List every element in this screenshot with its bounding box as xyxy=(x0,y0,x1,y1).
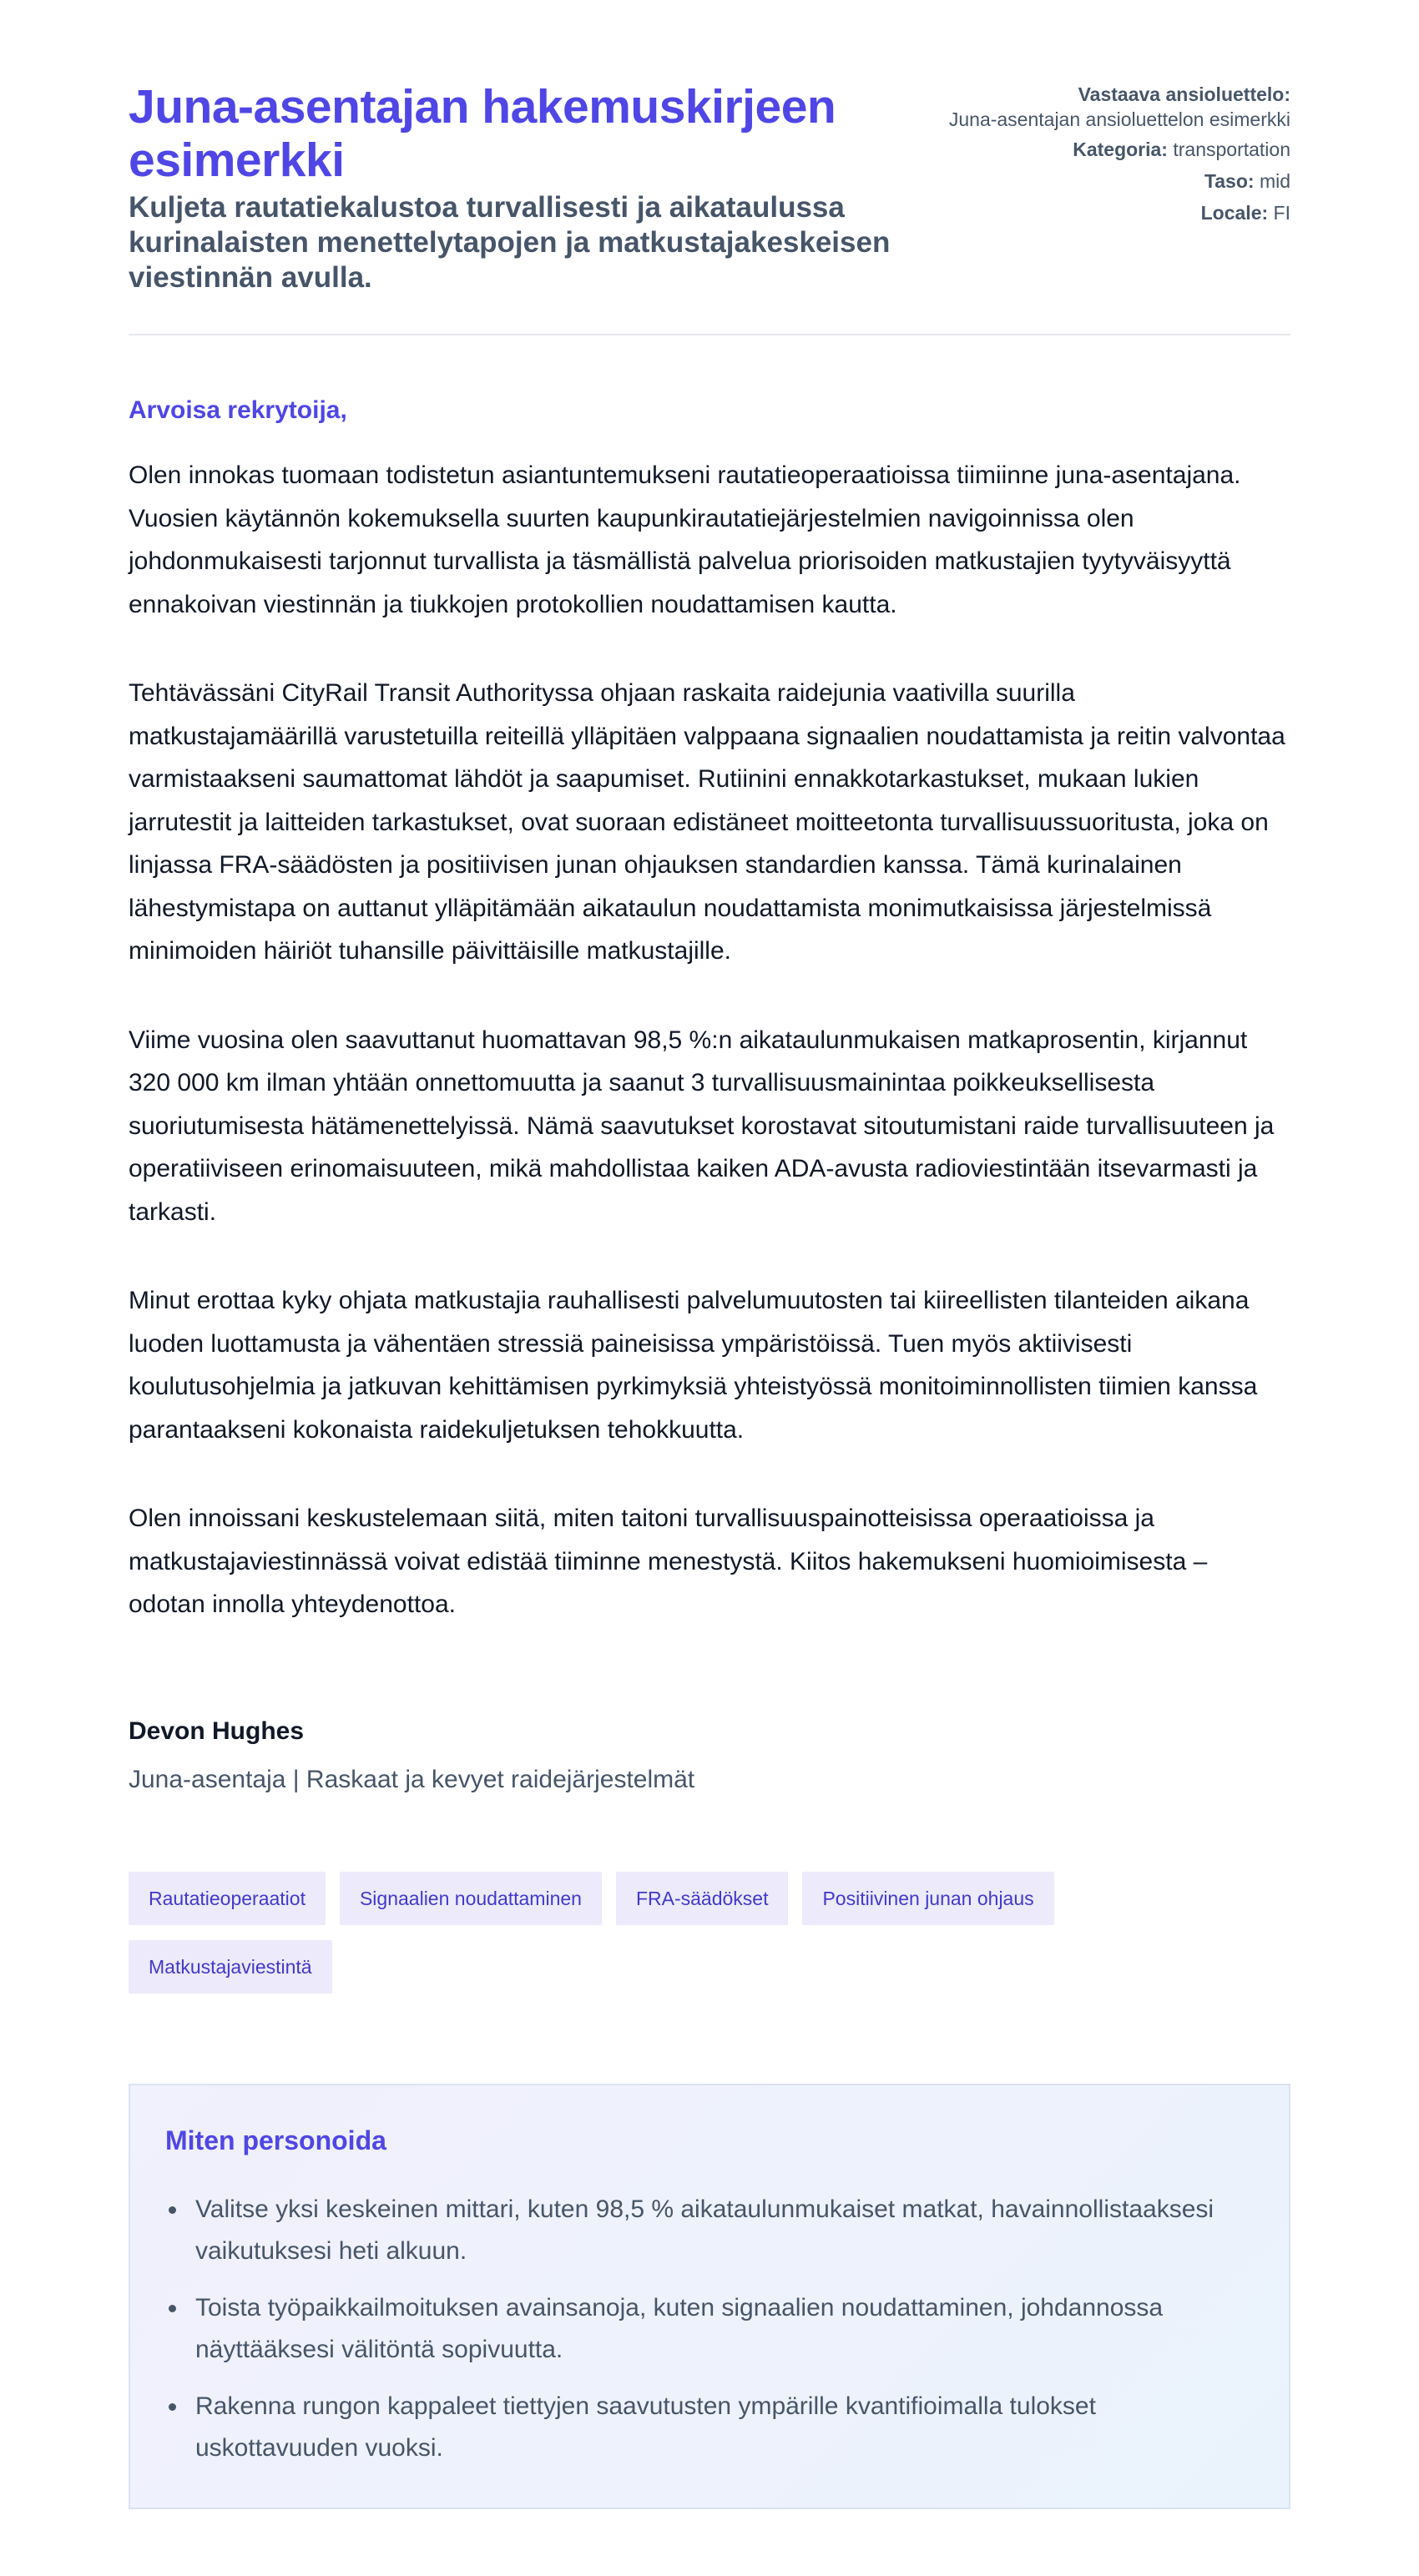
meta-category-label: Kategoria: xyxy=(1073,139,1168,160)
page-title: Juna-asentajan hakemuskirjeen esimerkki xyxy=(129,80,836,187)
paragraph-experience: Tehtävässäni CityRail Transit Authorityssa ohjaan raskaita raidejunia vaativilla suurilla matkustajamäärillä varustetuilla reiteillä ylläpitäen valppaana signaalien noudattamista ja reitin valvontaa varmistaakseni saumattomat lähdöt ja saapumiset. Rutiinini ennakkotarkastukset, mukaan lukien jarrutestit ja laitteiden tarkastukset, ovat suoraan edistäneet moitteetonta turvallisuussuoritusta, joka on linjassa FRA-säädösten ja positiivisen junan ohjauksen standardien kanssa. Tämä kurinalainen lähestymistapa on auttanut ylläpitämään aikataulun noudattamista monimutkaisissa järjestelmissä minimoiden häiriöt tuhansille päivittäisille matkustajille. xyxy=(129,679,1285,965)
page-subtitle: Kuljeta rautatiekalustoa turvallisesti ja aikataulussa kurinalaisten menettelytapojen ja matkustajakeskeisen viestinnän avulla. xyxy=(129,191,891,294)
bullet-icon xyxy=(169,2206,176,2214)
bullet-icon xyxy=(169,2305,176,2312)
tips-item-text: Rakenna rungon kappaleet tiettyjen saavutusten ympärille kvantifioimalla tulokset uskottavuuden vuoksi. xyxy=(195,2392,1096,2462)
tips-list xyxy=(165,2189,1254,2469)
meta-category-value: transportation xyxy=(1173,139,1290,160)
paragraph-achievements: Viime vuosina olen saavuttanut huomattavan 98,5 %:n aikataulunmukaisen matkaprosentin, kirjannut 320 000 km ilman yhtään onnettomuutta ja saanut 3 turvallisuusmainintaa poikkeuksellisesta suoriutumisesta hätämenettelyissä. Nämä saavutukset korostavat sitoutumistani raide turvallisuuteen ja operatiiviseen erinomaisuuteen, mikä mahdollistaa kaiken ADA-avusta radioviestintään itsevarmasti ja tarkasti. xyxy=(129,1026,1275,1226)
letter-body xyxy=(129,394,1290,1626)
tips-item-text: Toista työpaikkailmoituksen avainsanoja, kuten signaalien noudattaminen, johdannossa näyttääksesi välitöntä sopivuutta. xyxy=(195,2293,1164,2363)
letter-paragraphs xyxy=(129,454,1290,1626)
meta-panel xyxy=(942,80,1290,232)
page-header xyxy=(129,80,1290,335)
meta-resume-label: Vastaava ansioluettelo: xyxy=(1078,83,1290,105)
signature-name: Devon Hughes xyxy=(129,1716,305,1745)
personalization-tips-box xyxy=(129,2084,1290,2509)
paragraph-closing: Olen innoissani keskustelemaan siitä, miten taitoni turvallisuuspainotteisissa operaatioissa ja matkustajaviestinnässä voivat edistää tiiminne menestystä. Kiitos hakemukseni huomioimisesta – odotan innolla yhteydenottoa. xyxy=(129,1505,1208,1618)
tips-list-item xyxy=(165,2386,1254,2469)
signature-title: Juna-asentaja | Raskaat ja kevyet raidejärjestelmät xyxy=(129,1765,695,1793)
skill-tags xyxy=(129,1872,1214,1994)
salutation: Arvoisa rekrytoija, xyxy=(129,396,347,424)
meta-related-resume xyxy=(942,82,1290,132)
meta-resume-value: Juna-asentajan ansioluettelon esimerkki xyxy=(948,108,1290,130)
meta-category xyxy=(942,137,1290,162)
skill-tag: Positiivinen junan ohjaus xyxy=(802,1872,1053,1925)
bullet-icon xyxy=(169,2403,176,2411)
skill-tag: FRA-säädökset xyxy=(616,1872,789,1925)
meta-level-value: mid xyxy=(1259,170,1290,192)
meta-locale xyxy=(942,200,1290,225)
tips-item-text: Valitse yksi keskeinen mittari, kuten 98,5 % aikataulunmukaiset matkat, havainnollistaaksesi vaikutuksesi heti alkuun. xyxy=(195,2195,1214,2265)
header-title-block xyxy=(129,80,942,295)
skill-tag: Rautatieoperaatiot xyxy=(129,1872,326,1925)
paragraph-intro: Olen innokas tuomaan todistetun asiantuntemukseni rautatieoperaatioissa tiimiinne juna-asentajana. Vuosien käytännön kokemuksella suurten kaupunkirautatiejärjestelmien navigoinnissa olen johdonmukaisesti tarjonnut turvallista ja täsmällistä palvelua priorisoiden matkustajien tyytyväisyyttä ennakoivan viestinnän ja tiukkojen protokollien noudattamisen kautta. xyxy=(129,461,1241,618)
skill-tag: Matkustajaviestintä xyxy=(129,1940,332,1994)
tips-list-item xyxy=(165,2189,1254,2272)
meta-locale-value: FI xyxy=(1273,202,1290,224)
tips-list-item xyxy=(165,2287,1254,2371)
meta-level-label: Taso: xyxy=(1204,170,1255,192)
meta-locale-label: Locale: xyxy=(1200,202,1269,224)
paragraph-differentiator: Minut erottaa kyky ohjata matkustajia rauhallisesti palvelumuutosten tai kiireellisten tilanteiden aikana luoden luottamusta ja vähentäen stressiä paineisissa ympäristöissä. Tuen myös aktiivisesti koulutusohjelmia ja jatkuvan kehittämisen pyrkimyksiä yhteistyössä monitoiminnollisten tiimien kanssa parantaakseni kokonaista raidekuljetuksen tehokkuutta. xyxy=(129,1287,1258,1444)
skill-tag: Signaalien noudattaminen xyxy=(340,1872,602,1925)
meta-level xyxy=(942,169,1290,194)
tips-title: Miten personoida xyxy=(165,2125,386,2155)
signature-block xyxy=(129,1715,1290,1797)
